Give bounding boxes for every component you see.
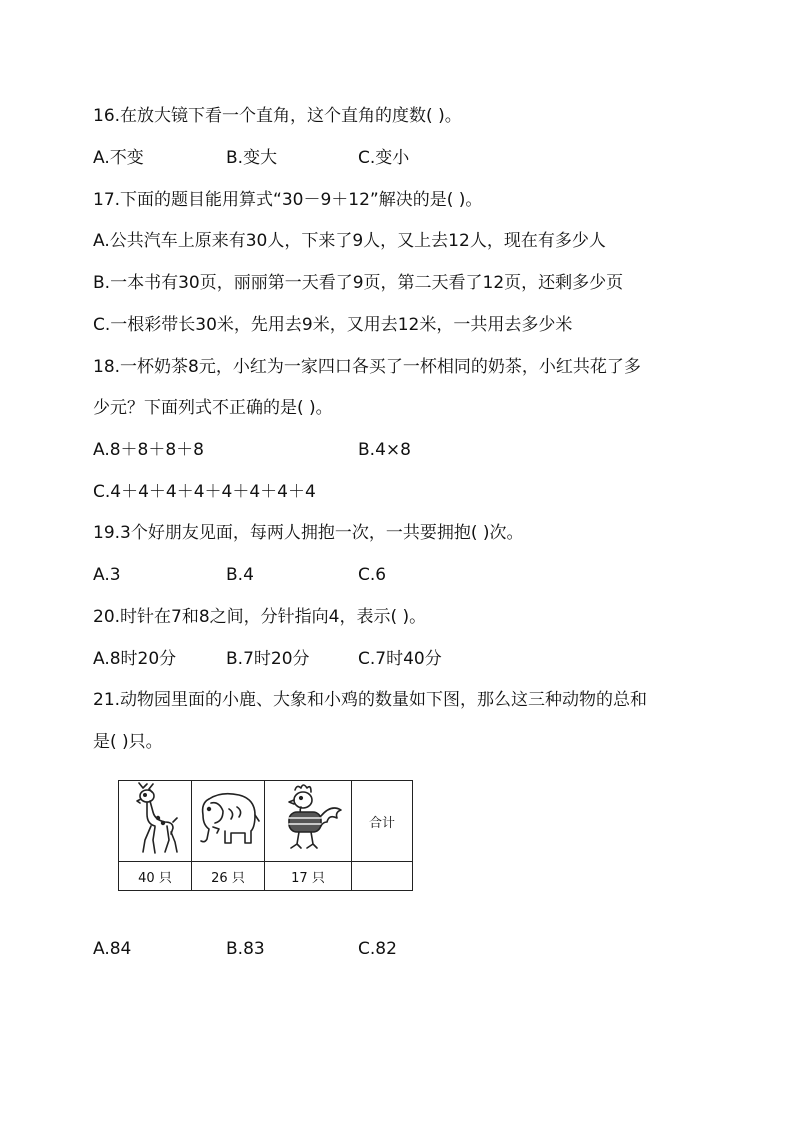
elephant-icon bbox=[195, 789, 261, 849]
q19-option-c: C.6 bbox=[358, 565, 387, 585]
total-value bbox=[352, 862, 413, 891]
q16-option-c: C.变小 bbox=[358, 148, 410, 168]
q18-stem-line2: 少元？下面列式不正确的是( )。 bbox=[93, 398, 333, 418]
rooster-cell bbox=[265, 781, 352, 862]
q21-option-b: B.83 bbox=[226, 939, 265, 959]
rooster-icon bbox=[271, 782, 345, 856]
q17-option-b: B.一本书有30页，丽丽第一天看了9页，第二天看了12页，还剩多少页 bbox=[93, 273, 624, 293]
q20-option-b: B.7时20分 bbox=[226, 649, 310, 669]
q19-option-b: B.4 bbox=[226, 565, 254, 585]
q21-stem-line1: 21.动物园里面的小鹿、大象和小鸡的数量如下图，那么这三种动物的总和 bbox=[93, 690, 648, 710]
q21-option-c: C.82 bbox=[358, 939, 397, 959]
q19-option-a: A.3 bbox=[93, 565, 121, 585]
rooster-count: 17 只 bbox=[265, 862, 352, 891]
q16-option-b: B.变大 bbox=[226, 148, 278, 168]
deer-count: 40 只 bbox=[119, 862, 192, 891]
q18-option-c: C.4＋4＋4＋4＋4＋4＋4＋4 bbox=[93, 482, 316, 502]
q20-option-a: A.8时20分 bbox=[93, 649, 177, 669]
q17-stem: 17.下面的题目能用算式“30－9＋12”解决的是( )。 bbox=[93, 190, 483, 210]
q18-option-b: B.4×8 bbox=[358, 440, 411, 460]
q17-option-a: A.公共汽车上原来有30人，下来了9人，又上去12人，现在有多少人 bbox=[93, 231, 606, 251]
total-header: 合计 bbox=[352, 781, 413, 862]
q16-option-a: A.不变 bbox=[93, 148, 144, 168]
q18-option-a: A.8＋8＋8＋8 bbox=[93, 440, 204, 460]
q21-stem-line2: 是( )只。 bbox=[93, 732, 163, 752]
q16-stem: 16.在放大镜下看一个直角，这个直角的度数( )。 bbox=[93, 106, 462, 126]
q19-stem: 19.3个好朋友见面，每两人拥抱一次，一共要拥抱( )次。 bbox=[93, 523, 524, 543]
q20-option-c: C.7时40分 bbox=[358, 649, 442, 669]
elephant-count: 26 只 bbox=[192, 862, 265, 891]
q21-option-a: A.84 bbox=[93, 939, 132, 959]
deer-cell bbox=[119, 781, 192, 862]
q17-option-c: C.一根彩带长30米，先用去9米，又用去12米，一共用去多少米 bbox=[93, 315, 573, 335]
q18-stem-line1: 18.一杯奶茶8元，小红为一家四口各买了一杯相同的奶茶，小红共花了多 bbox=[93, 357, 641, 377]
q20-stem: 20.时针在7和8之间，分针指向4，表示( )。 bbox=[93, 607, 427, 627]
deer-icon bbox=[125, 782, 185, 856]
elephant-cell bbox=[192, 781, 265, 862]
animal-count-table bbox=[118, 780, 413, 891]
